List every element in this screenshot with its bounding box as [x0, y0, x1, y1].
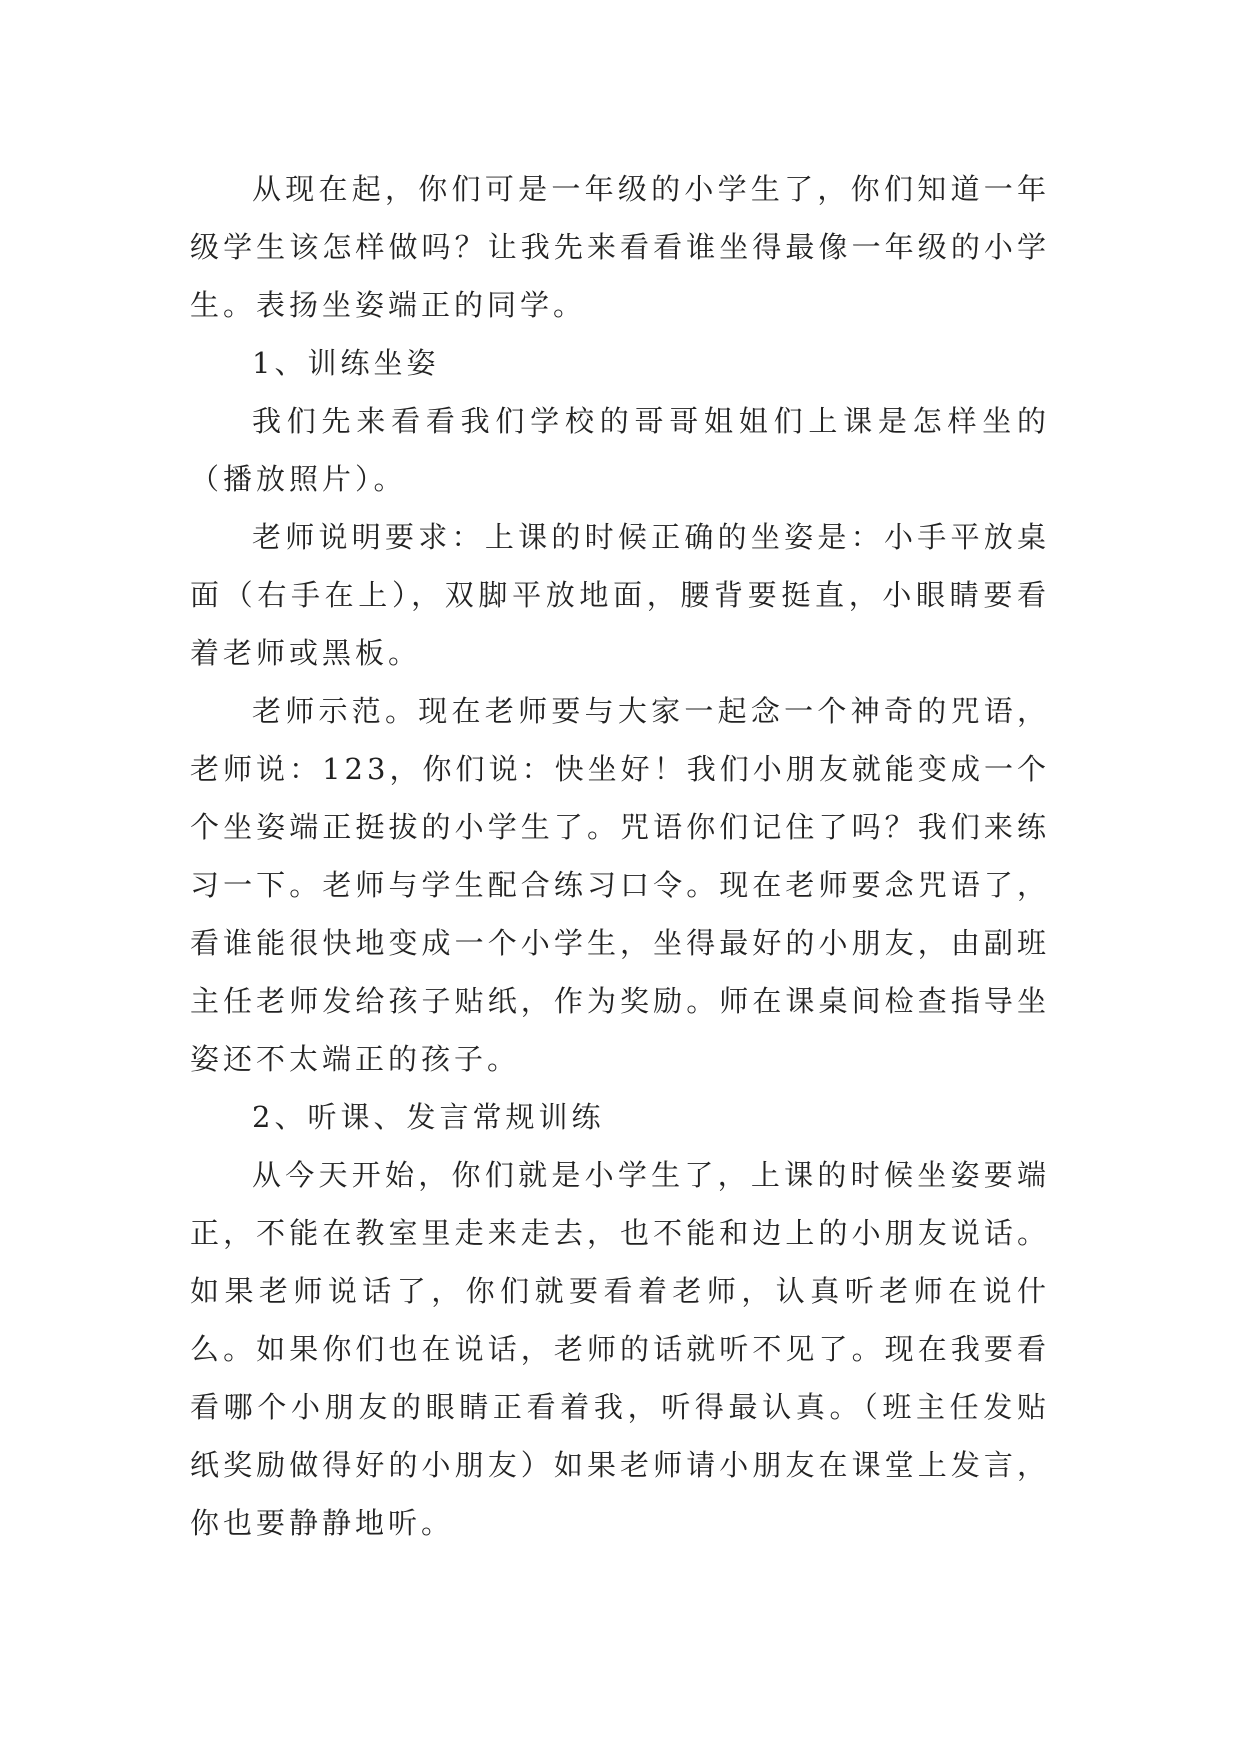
paragraph-intro: 从现在起，你们可是一年级的小学生了，你们知道一年级学生该怎样做吗？让我先来看看谁坐得最像一年级的小学生。表扬坐姿端正的同学。: [190, 172, 1050, 322]
paragraph-demonstration: 老师示范。现在老师要与大家一起念一个神奇的咒语，老师说：123，你们说：快坐好！我们小朋友就能变成一个个坐姿端正挺拔的小学生了。咒语你们记住了吗？我们来练习一下。老师与学生配合练习口令。现在老师要念咒语了，看谁能很快地变成一个小学生，坐得最好的小朋友，由副班主任老师发给孩子贴纸，作为奖励。师在课桌间检查指导坐姿还不太端正的孩子。: [190, 694, 1050, 1076]
section-heading-sitting-posture: 1、训练坐姿: [252, 346, 440, 380]
paragraph-photo: 我们先来看看我们学校的哥哥姐姐们上课是怎样坐的（播放照片）。: [190, 404, 1050, 496]
paragraph-listening: 从今天开始，你们就是小学生了，上课的时候坐姿要端正，不能在教室里走来走去，也不能和边上的小朋友说话。如果老师说话了，你们就要看着老师，认真听老师在说什么。如果你们也在说话，老师的话就听不见了。现在我要看看哪个小朋友的眼睛正看着我，听得最认真。（班主任发贴纸奖励做得好的小朋友）如果老师请小朋友在课堂上发言，你也要静静地听。: [190, 1158, 1050, 1540]
paragraph-requirements: 老师说明要求：上课的时候正确的坐姿是：小手平放桌面（右手在上），双脚平放地面，腰背要挺直，小眼睛要看着老师或黑板。: [190, 520, 1050, 670]
section-heading-listening-speaking: 2、听课、发言常规训练: [252, 1100, 605, 1134]
document-page: [190, 160, 1050, 1552]
